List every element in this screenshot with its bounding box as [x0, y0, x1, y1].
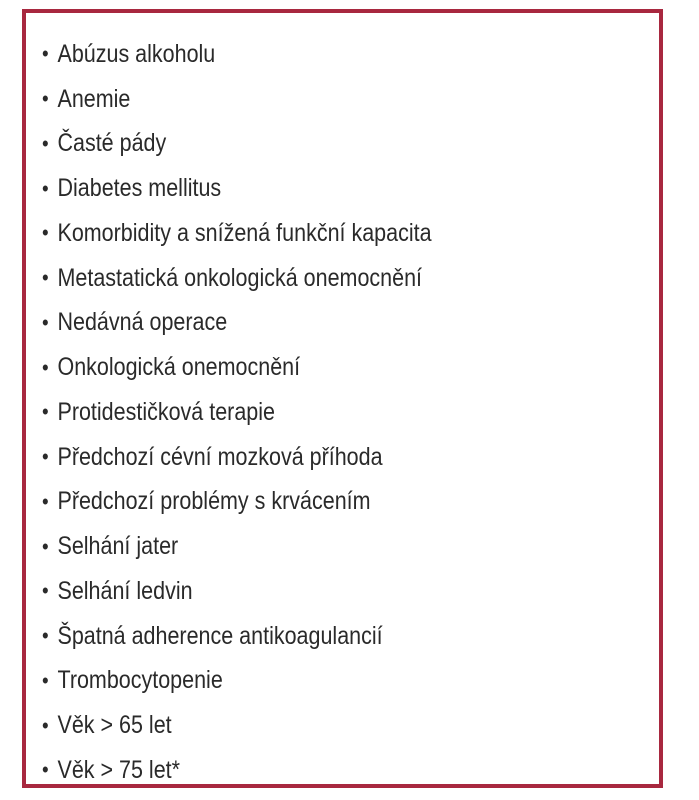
- bullet-icon: •: [42, 354, 49, 380]
- list-item-label: Diabetes mellitus: [57, 174, 222, 203]
- list-item-label: Předchozí cévní mozková příhoda: [57, 442, 383, 471]
- list-item-label: Trombocytopenie: [57, 666, 223, 695]
- bullet-icon: •: [42, 667, 49, 693]
- list-item: [42, 435, 432, 480]
- list-item-label: Špatná adherence antikoagulancií: [57, 621, 383, 650]
- risk-factor-box: [22, 9, 663, 788]
- bullet-icon: •: [42, 533, 49, 559]
- bullet-icon: •: [42, 309, 49, 335]
- list-item: [42, 480, 432, 525]
- list-item-label: Selhání ledvin: [57, 576, 193, 605]
- list-item: [42, 211, 432, 256]
- bullet-icon: •: [42, 220, 49, 246]
- list-item: [42, 569, 432, 614]
- list-item: [42, 390, 432, 435]
- bullet-icon: •: [42, 488, 49, 514]
- list-item-label: Anemie: [57, 84, 131, 113]
- list-item-label: Komorbidity a snížená funkční kapacita: [57, 218, 432, 247]
- list-item-label: Nedávná operace: [57, 308, 228, 337]
- list-item-label: Abúzus alkoholu: [57, 39, 216, 68]
- list-item: [42, 748, 432, 793]
- list-item-label: Onkologická onemocnění: [57, 353, 301, 382]
- bullet-icon: •: [42, 265, 49, 291]
- bullet-icon: •: [42, 623, 49, 649]
- bullet-icon: •: [42, 399, 49, 425]
- list-item-label: Věk > 65 let: [57, 711, 172, 740]
- list-item-label: Selhání jater: [57, 532, 179, 561]
- list-item: [42, 256, 432, 301]
- list-item: [42, 703, 432, 748]
- list-item: [42, 614, 432, 659]
- bullet-icon: •: [42, 175, 49, 201]
- list-item: [42, 77, 432, 122]
- list-item-label: Věk > 75 let*: [57, 755, 181, 784]
- list-item: [42, 122, 432, 167]
- list-item: [42, 659, 432, 704]
- list-item: [42, 524, 432, 569]
- list-item-label: Metastatická onkologická onemocnění: [57, 263, 422, 292]
- list-item-label: Protidestičková terapie: [57, 397, 275, 426]
- list-item: [42, 32, 432, 77]
- bullet-icon: •: [42, 41, 49, 67]
- list-item-label: Časté pády: [57, 129, 167, 158]
- risk-factor-list: [42, 32, 495, 793]
- list-item: [42, 301, 432, 346]
- list-item: [42, 166, 432, 211]
- bullet-icon: •: [42, 712, 49, 738]
- list-item: [42, 345, 432, 390]
- bullet-icon: •: [42, 444, 49, 470]
- bullet-icon: •: [42, 578, 49, 604]
- bullet-icon: •: [42, 757, 49, 783]
- bullet-icon: •: [42, 86, 49, 112]
- list-item-label: Předchozí problémy s krvácením: [57, 487, 371, 516]
- bullet-icon: •: [42, 130, 49, 156]
